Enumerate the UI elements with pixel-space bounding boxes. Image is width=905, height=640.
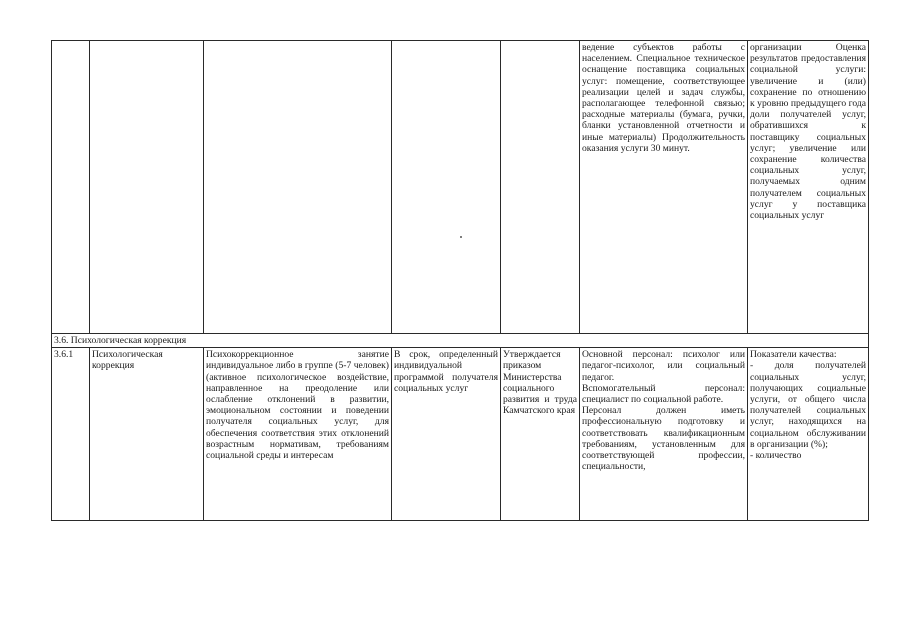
service-conditions <box>580 348 748 521</box>
services-table <box>51 40 869 521</box>
service-indicators <box>748 348 869 521</box>
row-number: 3.6.1 <box>52 348 90 521</box>
scan-speck <box>460 236 462 238</box>
cell-description <box>204 41 392 334</box>
conditions-paragraph: Основной персонал: психолог или педагог-психолог, или социальный педагог. <box>582 349 745 383</box>
service-cost: Утверждается приказом Министерства социального развития и труда Камчатского края <box>501 348 580 521</box>
conditions-paragraph: Вспомогательный персонал: специалист по социальной работе. <box>582 382 745 406</box>
cell-cost <box>501 41 580 334</box>
cell-number <box>52 41 90 334</box>
conditions-paragraph: Персонал должен иметь профессиональную подготовку и соответствовать квалификационным требованиям, установленным для соответствующей профессии, специальности, <box>582 405 745 473</box>
indicators-text: организации Оценка результатов предоставления социальной услуги: увеличение и (или) сохранение по отношению к уровню предыдущего года доли получателей услуг, обратившихся к поставщику социальных услуг; увеличение или сохранение количества социальных услуг, получаемых одним получателем социальных услуг у поставщика социальных услуг <box>750 42 866 222</box>
service-description: Психокоррекционное занятие индивидуальное либо в группе (5-7 человек) (активное психологическое воздействие, направленное на преодоление или ослабление отклонений в развитии, эмоциональном состоянии и поведении получателя социальных услуг, для обеспечения соответствия этих отклонений возрастным нормативам, требованиям социальной среды и интересам <box>204 348 392 521</box>
cell-term <box>392 41 501 334</box>
cell-name <box>90 41 204 334</box>
table-row-3-6-1 <box>52 348 869 521</box>
section-row <box>52 334 869 348</box>
service-term: В срок, определенный индивидуальной программой получателя социальных услуг <box>392 348 501 521</box>
cell-indicators <box>748 41 869 334</box>
cell-conditions <box>580 41 748 334</box>
conditions-text: ведение субъектов работы с населением. Специальное техническое оснащение поставщика социальных услуг: помещение, соответствующее реализации целей и задач службы, располагающее телефонной связью; расходные материалы (бумага, ручки, бланки установленной отчетности и иные материалы) Продолжительность оказания услуги 30 минут. <box>582 42 745 154</box>
indicators-paragraph: Показатели качества: <box>750 349 837 361</box>
indicators-paragraph: - доля получателей социальных услуг, получающих социальные услуги, от общего числа получателей социальных услуг, находящихся на социальном обслуживании в организации (%); <box>750 360 866 450</box>
indicators-paragraph: - количество <box>750 450 802 462</box>
table-row-continuation <box>52 41 869 334</box>
section-title: 3.6. Психологическая коррекция <box>52 334 869 348</box>
service-name: Психологическая коррекция <box>90 348 204 521</box>
